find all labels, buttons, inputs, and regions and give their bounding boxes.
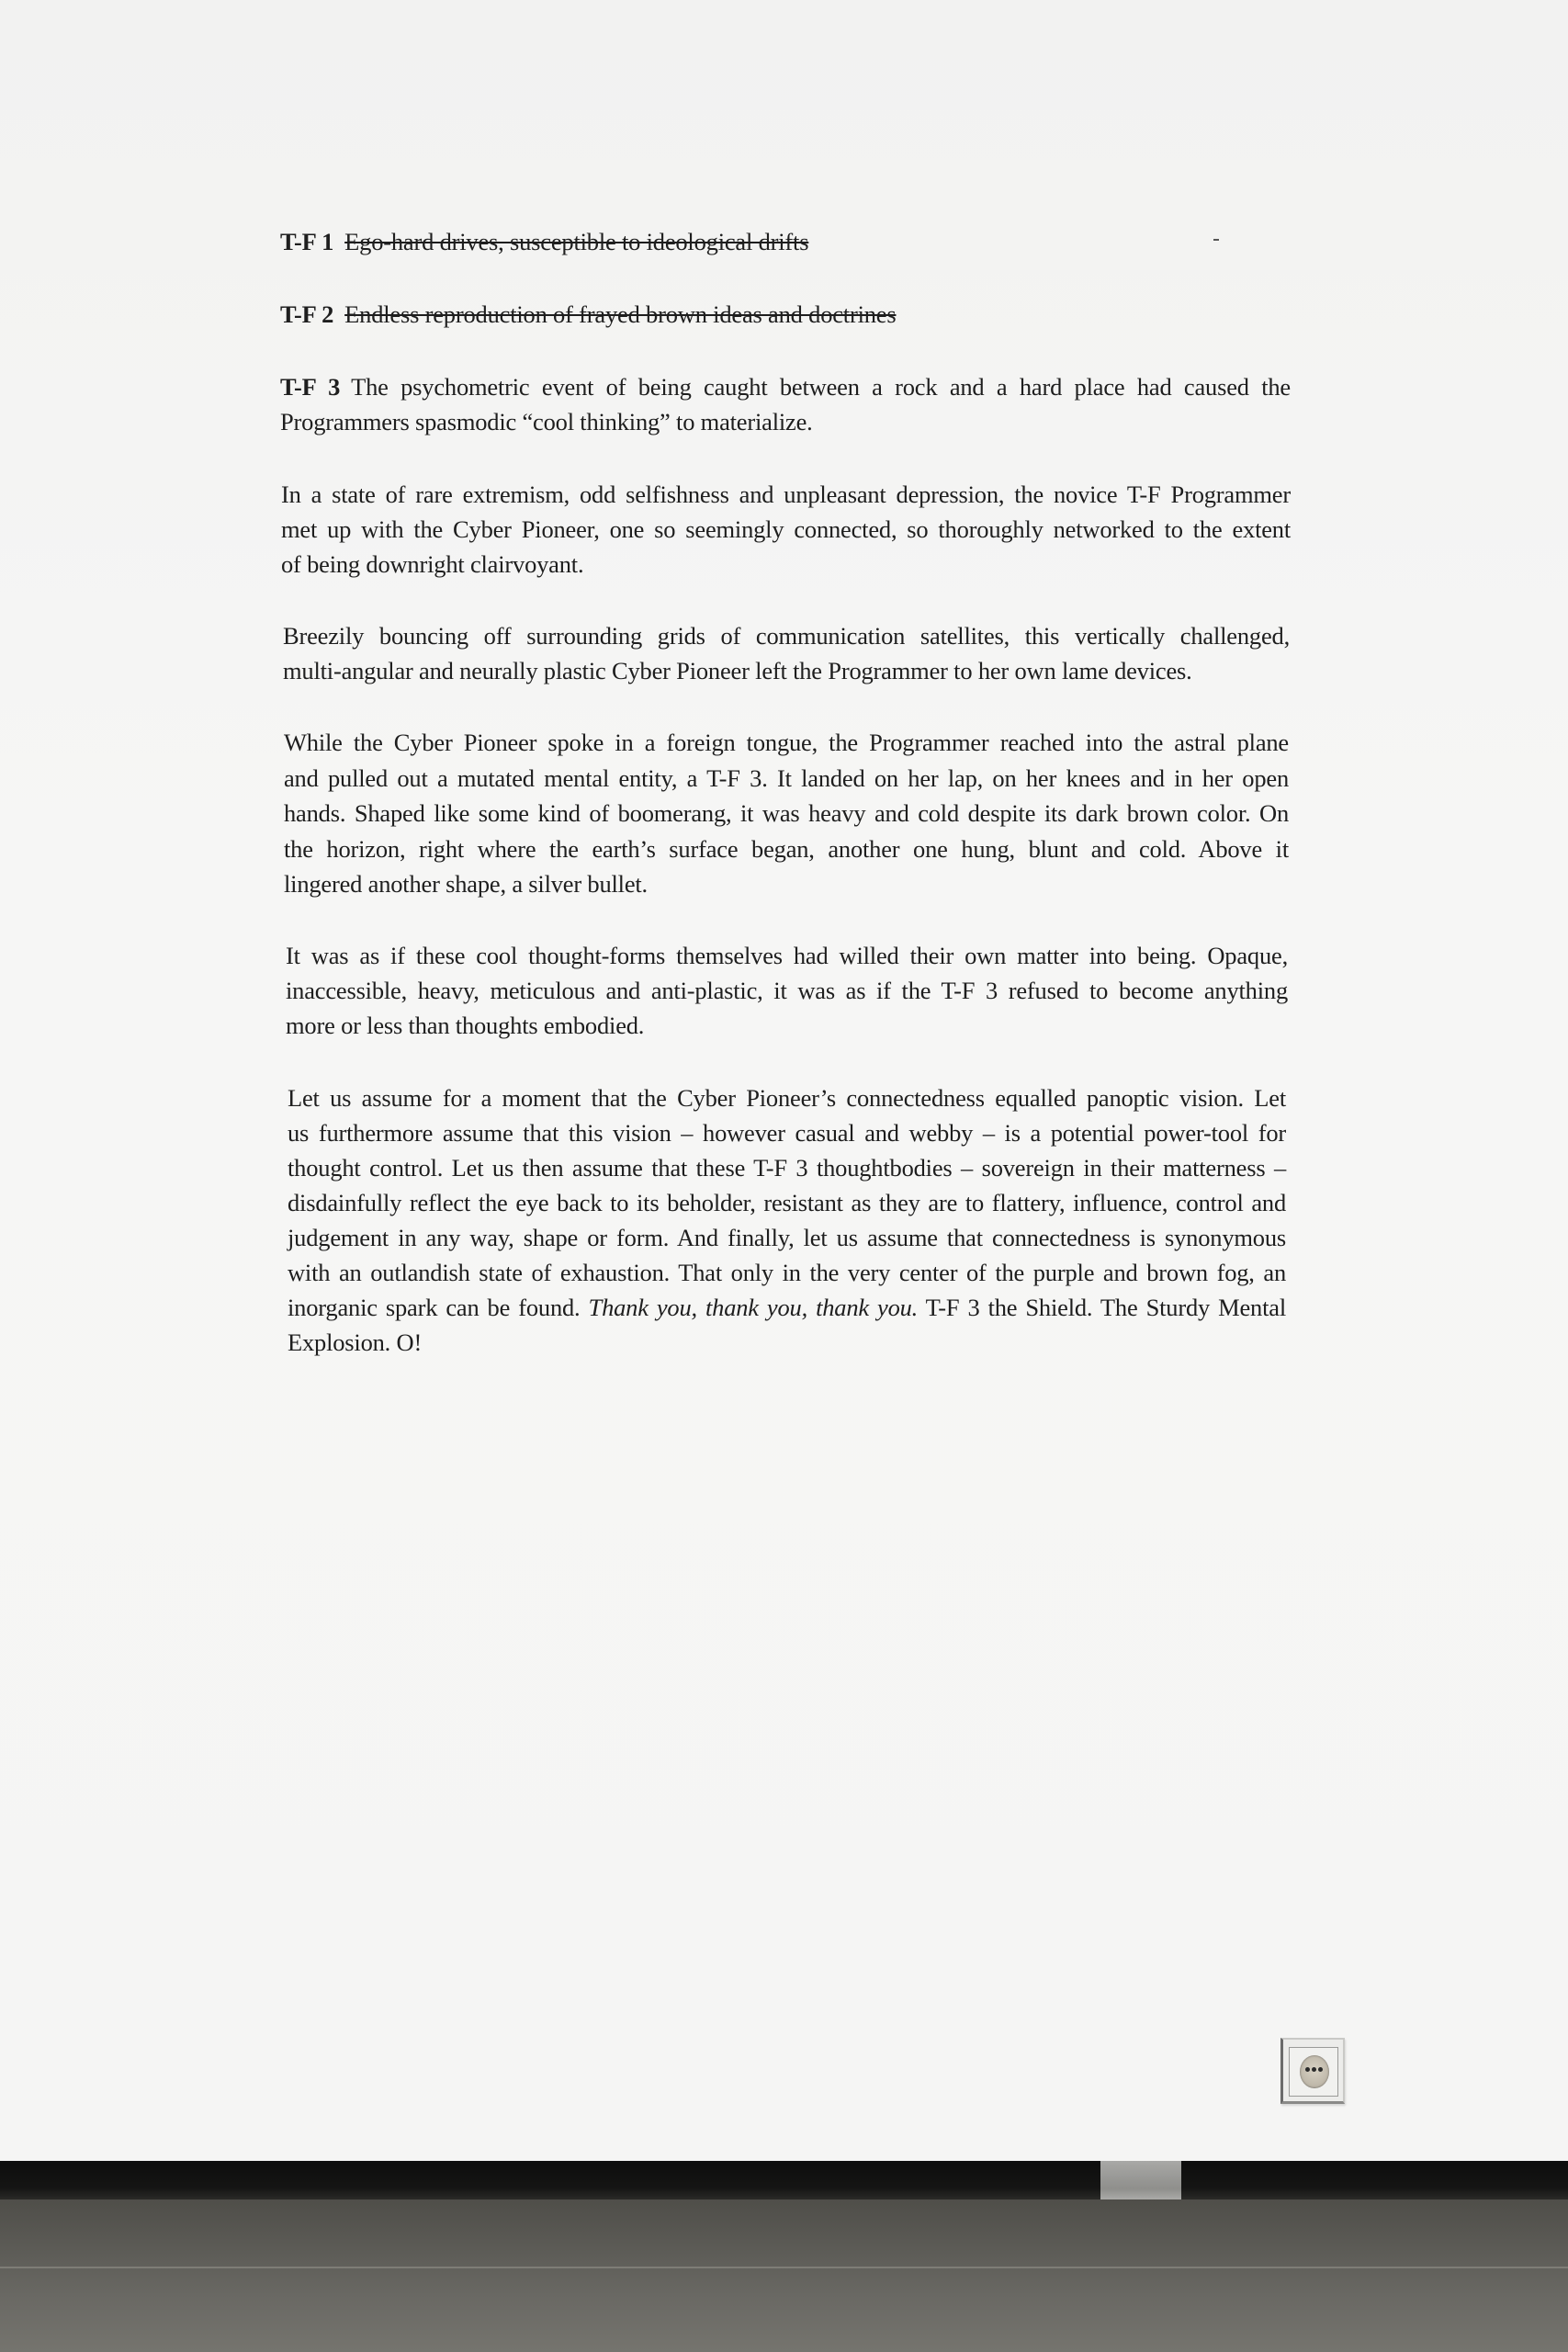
paragraph-line: In a state of rare extremism, odd selfishness and unpleasant depression, the novice T-F Programmer — [281, 481, 1291, 508]
paragraph-line: and pulled out a mutated mental entity, a T-F 3. It landed on her lap, on her knees and in her open — [284, 764, 1289, 792]
entry-text: The psychometric event of being caught between a rock and a hard place had caused the — [351, 373, 1291, 401]
paragraph-line: of being downright clairvoyant. — [281, 550, 584, 578]
paragraph-line: While the Cyber Pioneer spoke in a foreign tongue, the Programmer reached into the astral plane — [284, 729, 1289, 756]
paragraph-line: Breezily bouncing off surrounding grids of communication satellites, this vertically challenged, — [283, 622, 1290, 650]
power-socket-icon — [1280, 2038, 1345, 2104]
paragraph-line: It was as if these cool thought-forms themselves had willed their own matter into being. Opaque, — [286, 942, 1288, 969]
paragraph-line: Let us assume for a moment that the Cyber Pioneer’s connectedness equalled panoptic vision. Let — [288, 1084, 1286, 1112]
paragraph-line: the horizon, right where the earth’s surface began, another one hung, blunt and cold. Above it — [284, 835, 1289, 863]
socket-pin — [1305, 2067, 1310, 2072]
entry-label: T-F 3 — [280, 373, 341, 401]
floor-seam — [0, 2267, 1568, 2268]
paragraph-line — [288, 1294, 1286, 1321]
line-text: inorganic spark can be found. — [288, 1294, 589, 1321]
entry-tf2 — [280, 300, 896, 328]
socket-plate — [1289, 2047, 1338, 2097]
socket-recess — [1300, 2055, 1329, 2088]
paragraph-line: judgement in any way, shape or form. And finally, let us assume that connectedness is synonymous — [288, 1224, 1286, 1251]
paragraph-line: lingered another shape, a silver bullet. — [284, 870, 648, 898]
paragraph-line: us furthermore assume that this vision – however casual and webby – is a potential power-tool for — [288, 1119, 1286, 1147]
paragraph-line: Explosion. O! — [288, 1329, 423, 1356]
struck-text: Ego-hard drives, susceptible to ideological drifts — [344, 228, 809, 255]
paragraph-line: more or less than thoughts embodied. — [286, 1012, 645, 1039]
paragraph-line: multi-angular and neurally plastic Cyber Pioneer left the Programmer to her own lame devices. — [283, 657, 1192, 684]
paragraph-line: disdainfully reflect the eye back to its beholder, resistant as they are to flattery, influence, control and — [288, 1189, 1286, 1216]
socket-pin — [1312, 2067, 1316, 2072]
struck-text: Endless reproduction of frayed brown ideas and doctrines — [344, 300, 897, 328]
socket-pin — [1318, 2067, 1323, 2072]
entry-tf3-line: Programmers spasmodic “cool thinking” to materialize. — [280, 408, 813, 435]
entry-tf3-line — [280, 373, 1291, 401]
entry-tf1 — [280, 228, 808, 255]
paragraph-line: with an outlandish state of exhaustion. That only in the very center of the purple and brown fog, an — [288, 1259, 1286, 1286]
baseboard — [0, 2161, 1568, 2199]
paragraph-line: met up with the Cyber Pioneer, one so seemingly connected, so thoroughly networked to the extent — [281, 515, 1291, 543]
paragraph-line: inaccessible, heavy, meticulous and anti-plastic, it was as if the T-F 3 refused to become anything — [286, 977, 1288, 1004]
italic-thanks: Thank you, thank you, thank you. — [588, 1294, 919, 1321]
line-text: T-F 3 the Shield. The Sturdy Mental — [918, 1294, 1286, 1321]
entry-label: T-F 2 — [280, 300, 334, 328]
wall-mark — [1213, 239, 1219, 241]
floor — [0, 2199, 1568, 2352]
paragraph-line: thought control. Let us then assume that these T-F 3 thoughtbodies – sovereign in their matterness – — [288, 1154, 1286, 1182]
entry-label: T-F 1 — [280, 228, 334, 255]
paragraph-line: hands. Shaped like some kind of boomerang, it was heavy and cold despite its dark brown color. On — [284, 799, 1289, 827]
